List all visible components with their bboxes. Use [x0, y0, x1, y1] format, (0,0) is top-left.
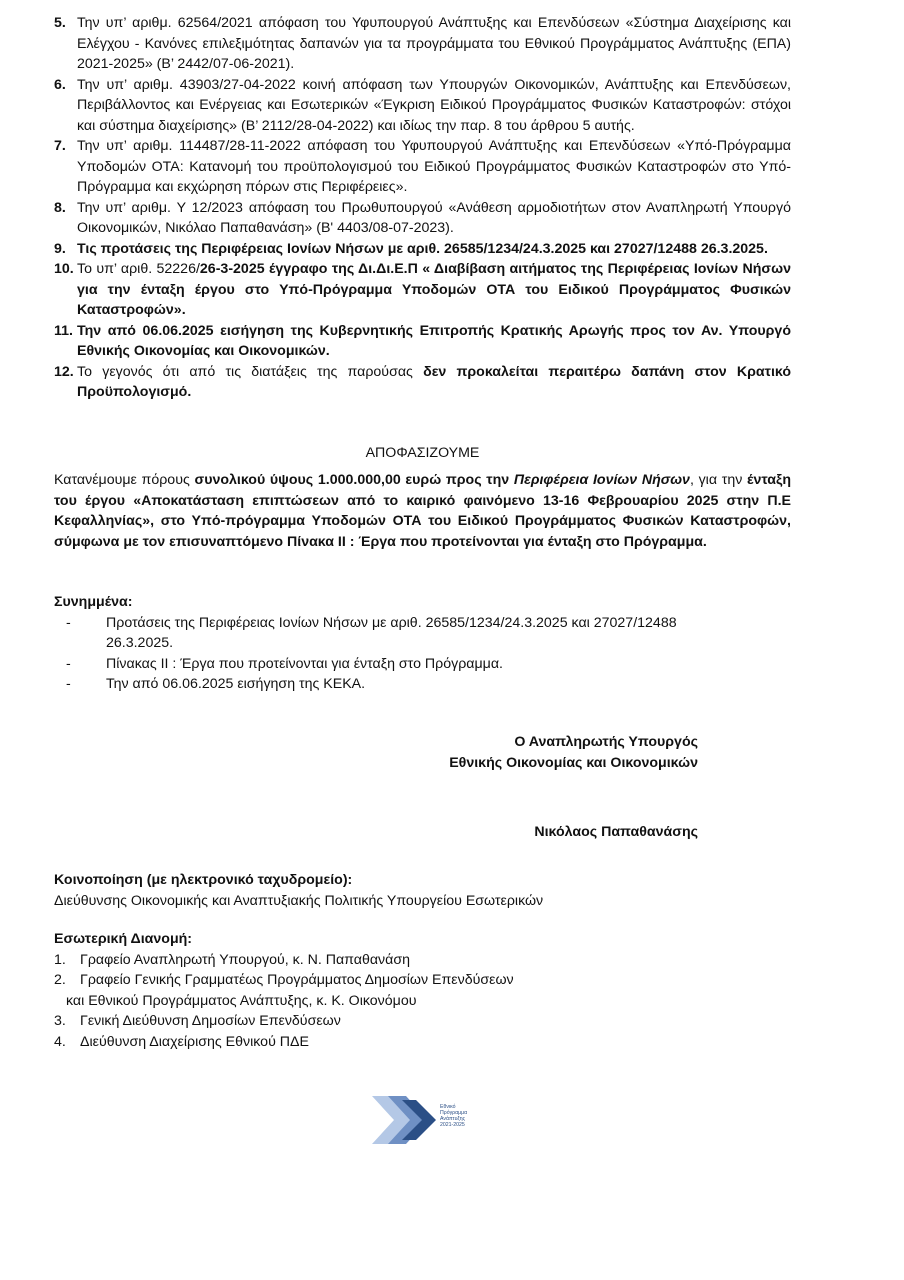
text-run: Την από 06.06.2025 εισήγηση της Κυβερνητικής Επιτροπής Κρατικής Αρωγής προς τον Αν. Υπουργό Εθνικής Οικονομίας και Οικονομικών. — [77, 322, 791, 359]
consideration-text — [77, 259, 791, 321]
consideration-text — [77, 321, 791, 362]
text-run: δεν προκαλείται περαιτέρω δαπάνη στον Κρατικό Προϋπολογισμό. — [77, 363, 791, 400]
consideration-text — [77, 75, 791, 137]
consideration-item — [54, 136, 791, 198]
signature-role-line2: Εθνικής Οικονομίας και Οικονομικών — [449, 754, 698, 771]
consideration-item — [54, 239, 791, 260]
consideration-text — [77, 13, 791, 75]
text-run: Κατανέμουμε πόρους — [54, 472, 195, 488]
internal-distribution-text: Γενική Διεύθυνση Δημοσίων Επενδύσεων — [80, 1013, 341, 1029]
consideration-number: 6. — [54, 76, 66, 93]
decision-heading: ΑΠΟΦΑΣΙΖΟΥΜΕ — [365, 445, 480, 461]
text-run: Την υπ’ αριθμ. 43903/27-04-2022 κοινή απόφαση των Υπουργών Οικονομικών, Ανάπτυξης και Επενδύσεων, Περιβάλλοντος και Ενέργειας και Εσωτερικών «Έγκριση Ειδικού Προγράμματος Φυσικών Καταστροφών: στόχοι και σύστημα διαχείρισης» (Β’ 2112/28-04-2022) και ιδίως την παρ. 8 του άρθρου 5 αυτής. — [77, 76, 791, 134]
consideration-number: 10. — [54, 261, 74, 277]
signature-name: Νικόλαος Παπαθανάσης — [534, 824, 698, 840]
attachment-item — [54, 674, 791, 695]
consideration-number: 7. — [54, 138, 66, 154]
internal-distribution-item — [54, 970, 754, 991]
internal-distribution-item — [54, 1032, 754, 1053]
attachment-text: Την από 06.06.2025 εισήγηση της ΚΕΚΑ. — [106, 676, 366, 692]
internal-distribution-section — [54, 929, 754, 1052]
considerations-list — [54, 13, 791, 403]
internal-distribution-number: 3. — [54, 1013, 66, 1029]
attachment-item — [54, 654, 791, 675]
text-run: Το υπ’ αριθ. 52226/ — [77, 261, 200, 277]
text-run: Περιφέρεια Ιονίων Νήσων — [513, 472, 690, 488]
attachments-list — [54, 613, 791, 695]
distribution-text: Διεύθυνσης Οικονομικής και Αναπτυξιακής Πολιτικής Υπουργείου Εσωτερικών — [54, 892, 544, 909]
logo-text-line: Εθνικό — [440, 1104, 456, 1110]
consideration-number: 9. — [54, 240, 66, 257]
attachment-item — [54, 613, 791, 654]
internal-distribution-list — [54, 950, 754, 1053]
consideration-item — [54, 259, 791, 321]
chevron-logo-icon — [368, 1090, 488, 1152]
internal-distribution-text: Γραφείο Αναπληρωτή Υπουργού, κ. Ν. Παπαθανάση — [80, 951, 410, 968]
consideration-text — [77, 136, 791, 198]
text-run: , για την — [689, 472, 748, 488]
internal-distribution-title: Εσωτερική Διανομή: — [54, 931, 193, 947]
text-run: Τις προτάσεις της Περιφέρειας Ιονίων Νήσων με αριθ. 26585/1234/24.3.2025 και 27027/12488 26.3.2025. — [77, 240, 768, 257]
attachment-dash: - — [66, 655, 71, 672]
signature-role-line1: Ο Αναπληρωτής Υπουργός — [514, 734, 698, 750]
logo-text-line: Πρόγραμμα — [440, 1110, 468, 1116]
consideration-number: 12. — [54, 363, 74, 380]
logo-text — [440, 1104, 467, 1128]
consideration-number: 5. — [54, 15, 66, 31]
internal-distribution-number: 1. — [54, 951, 66, 968]
consideration-item — [54, 75, 791, 137]
consideration-item — [54, 13, 791, 75]
logo-text-line: 2021-2025 — [440, 1122, 465, 1128]
internal-distribution-text: Γραφείο Γενικής Γραμματέως Προγράμματος Δημοσίων Επενδύσεων — [80, 972, 514, 988]
consideration-text — [77, 198, 791, 239]
signature-role — [420, 732, 698, 773]
internal-distribution-item — [54, 1011, 754, 1032]
text-run: Την υπ’ αριθμ. 114487/28-11-2022 απόφαση του Υφυπουργού Ανάπτυξης και Επενδύσεων «Υπό-Πρόγραμμα Υποδομών ΟΤΑ: Κατανομή του προϋπολογισμού του Ειδικού Προγράμματος Φυσικών Καταστροφών στο Υπό-Πρόγραμμα και εκχώρηση πόρων στις Περιφέρειες». — [77, 138, 791, 195]
decision-paragraph — [54, 470, 791, 552]
internal-distribution-number: 4. — [54, 1033, 66, 1050]
text-run: Την υπ’ αριθμ. 62564/2021 απόφαση του Υφυπουργού Ανάπτυξης και Επενδύσεων «Σύστημα Διαχείρισης και Ελέγχου - Κανόνες επιλεξιμότητας δαπανών για τα προγράμματα του Εθνικού Προγράμματος Ανάπτυξης (ΕΠΑ) 2021-2025» (Β’ 2442/07-06-2021). — [77, 15, 791, 72]
consideration-number: 11. — [54, 322, 73, 339]
distribution-title: Κοινοποίηση (με ηλεκτρονικό ταχυδρομείο): — [54, 872, 353, 888]
attachment-text: Πίνακας ΙΙ : Έργα που προτείνονται για ένταξη στο Πρόγραμμα. — [106, 655, 503, 672]
consideration-text — [77, 239, 791, 260]
distribution-section — [54, 870, 754, 911]
attachments-section — [54, 592, 791, 695]
consideration-item — [54, 198, 791, 239]
attachment-dash: - — [66, 676, 71, 692]
text-run: συνολικού ύψους 1.000.000,00 ευρώ προς την — [194, 472, 514, 488]
internal-distribution-number: 2. — [54, 972, 66, 988]
internal-distribution-text: Διεύθυνση Διαχείρισης Εθνικού ΠΔΕ — [80, 1033, 309, 1050]
internal-distribution-item — [54, 950, 754, 971]
national-development-program-logo — [368, 1090, 488, 1152]
consideration-item — [54, 321, 791, 362]
text-run: ένταξη του έργου «Αποκατάσταση επιπτώσεων από το καιρικό φαινόμενο 13-16 Φεβρουαρίου 2025 στην Π.Ε Κεφαλληνίας», στο Υπό-πρόγραμμα Υποδομών ΟΤΑ του Ειδικού Προγράμματος Φυσικών Καταστροφών, σύμφωνα με τον επισυναπτόμενο Πίνακα ΙΙ : Έργα που προτείνονται για ένταξη στο Πρόγραμμα. — [54, 472, 791, 550]
attachment-dash: - — [66, 614, 71, 631]
attachments-title: Συνημμένα: — [54, 594, 133, 610]
text-run: Την υπ’ αριθμ. Υ 12/2023 απόφαση του Πρωθυπουργού «Ανάθεση αρμοδιοτήτων στον Αναπληρωτή Υπουργό Οικονομικών, Νικόλαο Παπαθανάση» (Β' 4403/08-07-2023). — [77, 199, 791, 236]
consideration-number: 8. — [54, 199, 66, 216]
internal-distribution-continuation: και Εθνικού Προγράμματος Ανάπτυξης, κ. Κ. Οικονόμου — [66, 992, 417, 1009]
attachment-text: Προτάσεις της Περιφέρειας Ιονίων Νήσων με αριθ. 26585/1234/24.3.2025 και 27027/12488 26.3.2025. — [106, 614, 677, 651]
logo-text-line: Ανάπτυξης — [440, 1116, 466, 1122]
text-run: 26-3-2025 έγγραφο της Δι.Δι.Ε.Π « Διαβίβαση αιτήματος της Περιφέρειας Ιονίων Νήσων για την ένταξη έργου στο Υπό-Πρόγραμμα Υποδομών ΟΤΑ του Ειδικού Προγράμματος Φυσικών Καταστροφών». — [77, 261, 791, 318]
consideration-item — [54, 362, 791, 403]
consideration-text — [77, 362, 791, 403]
text-run: Το γεγονός ότι από τις διατάξεις της παρούσας — [77, 363, 424, 380]
